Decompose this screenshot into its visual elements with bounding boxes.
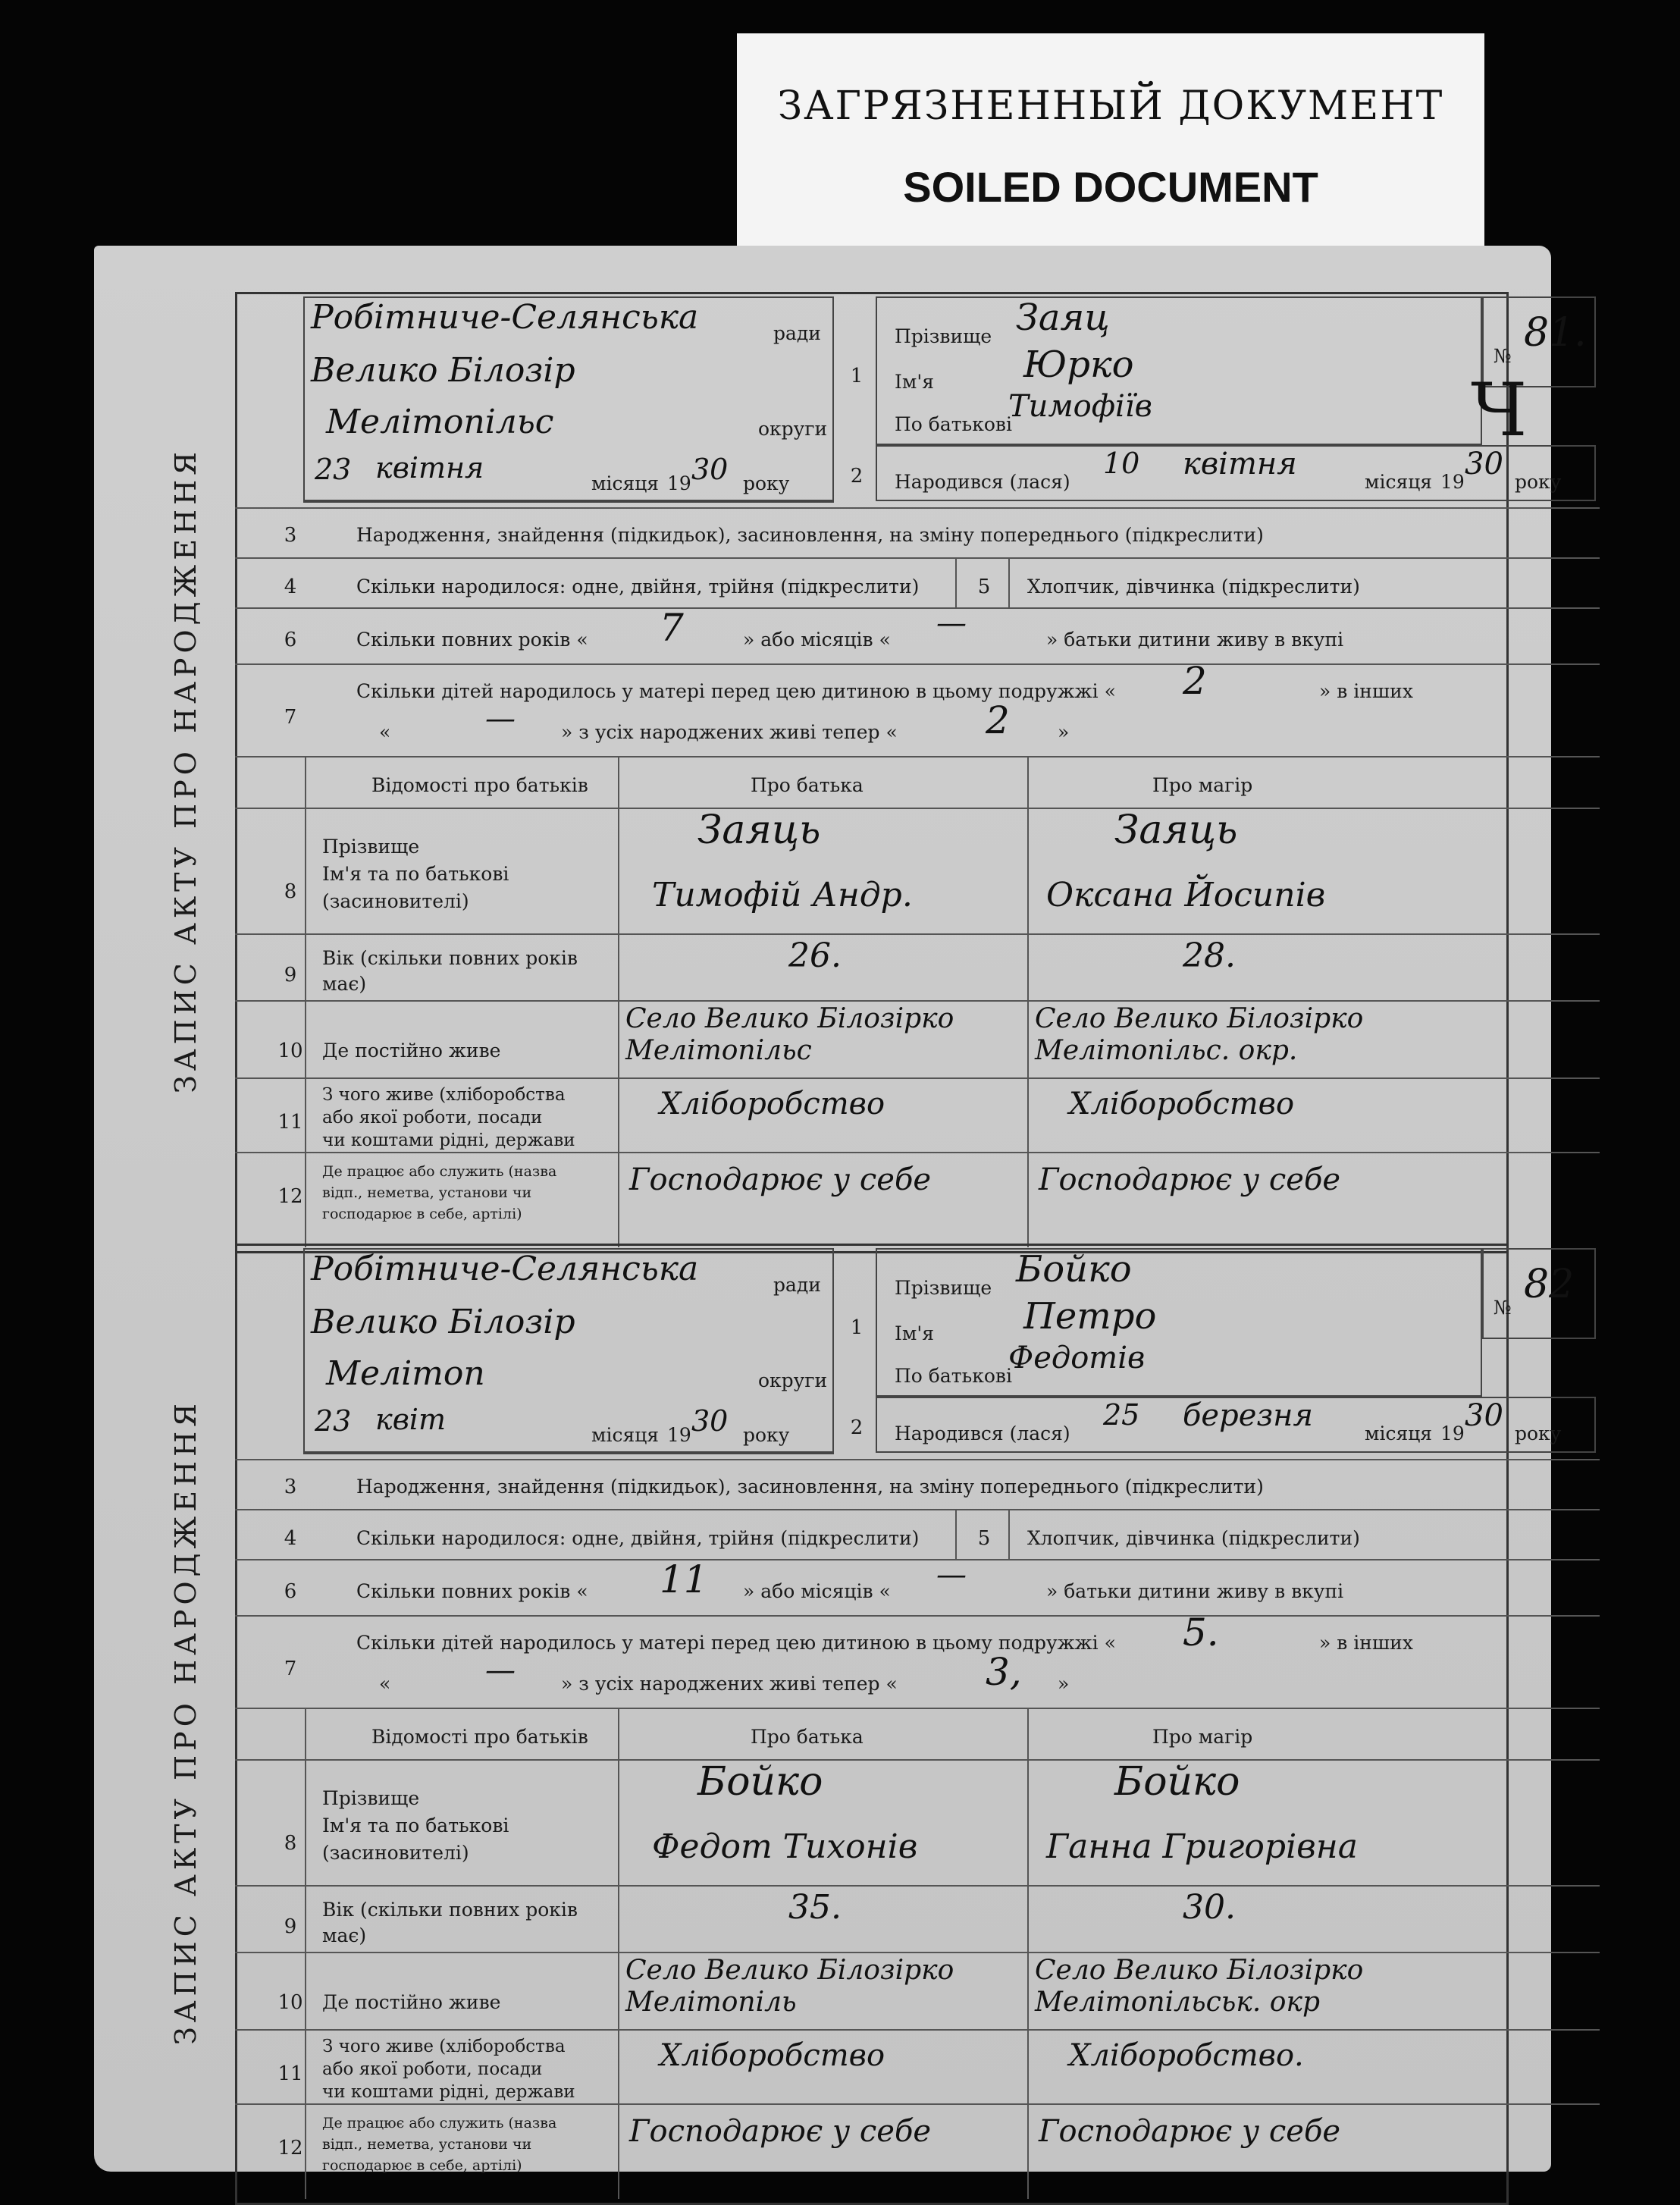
number-label: № — [1494, 345, 1512, 367]
r11-label: З чого живе (хліборобства або якої роботи, посади чи коштами рідні, держави — [322, 2037, 575, 2102]
r10-label: Де постійно живе — [322, 1991, 501, 2013]
father-name: Федот Тихонів — [652, 1827, 918, 1866]
row5-text: Хлопчик, дівчинка (підкреслити) — [1027, 1527, 1360, 1549]
birth-year-label: року — [1515, 471, 1562, 493]
child-patronymic: Тимофіїв — [1008, 389, 1152, 424]
divider — [955, 1509, 957, 1559]
reg-month: квітня — [375, 451, 484, 485]
birth-month-label: місяця — [1365, 471, 1433, 493]
okruha-value: Мелітопільс — [326, 403, 554, 441]
birth-day: 25 — [1103, 1398, 1140, 1432]
months-together: — — [936, 606, 967, 641]
reg-month: квіт — [375, 1403, 446, 1436]
row-num-4: 4 — [284, 576, 297, 598]
divider — [235, 756, 1600, 757]
father-age: 35. — [788, 1888, 842, 1927]
birth-month: квітня — [1183, 447, 1297, 481]
row-num-7: 7 — [284, 706, 297, 729]
soiled-document-label — [737, 33, 1484, 250]
rayon-value: Велико Білозір — [311, 351, 575, 390]
children-alive: 3, — [986, 1650, 1022, 1694]
year-label: року — [743, 472, 790, 494]
born-label: Народився (лася) — [895, 471, 1070, 493]
record-number: 82 — [1524, 1262, 1575, 1307]
child-surname: Бойко — [1016, 1248, 1132, 1291]
father-name: Тимофій Андр. — [652, 876, 913, 914]
row-num-8: 8 — [284, 880, 297, 903]
divider — [235, 557, 1600, 559]
row-num-1: 1 — [850, 1316, 864, 1339]
father-surname: Заяць — [697, 808, 821, 853]
row7-b: » в інших — [1319, 1632, 1413, 1654]
divider — [235, 1759, 1600, 1761]
month-label: місяця — [591, 1424, 660, 1446]
father-work: Господарює у себе — [629, 2114, 932, 2149]
row7-b: » в інших — [1319, 680, 1413, 702]
row6-a: Скільки повних років « — [356, 629, 588, 651]
children-before: 5. — [1183, 1611, 1219, 1655]
reg-year: 30 — [691, 453, 729, 486]
divider — [1027, 756, 1029, 1247]
record-side-title: ЗАПИС АКТУ ПРО НАРОДЖЕННЯ — [169, 1399, 202, 2045]
divider — [235, 507, 1600, 509]
r8-label: Прізвище Ім'я та по батькові (засиновителі) — [322, 1787, 509, 1864]
row7-a: Скільки дітей народилось у матері перед цею дитиною в цьому подружжі « — [356, 1632, 1116, 1654]
child-name: Петро — [1023, 1295, 1157, 1338]
row4-text: Скільки народилося: одне, двійня, трійня (підкреслити) — [356, 576, 920, 598]
row-num-5: 5 — [977, 1527, 991, 1550]
row-num-1: 1 — [850, 365, 864, 387]
month-label: місяця — [591, 472, 660, 494]
birth-year-prefix: 19 — [1440, 1422, 1465, 1444]
divider — [955, 557, 957, 607]
divider — [1008, 1509, 1010, 1559]
birth-record — [136, 1244, 1575, 2200]
divider — [235, 1885, 1600, 1887]
divider — [1008, 557, 1010, 607]
row-num-3: 3 — [284, 1476, 297, 1498]
record-side-title: ЗАПИС АКТУ ПРО НАРОДЖЕННЯ — [169, 447, 202, 1093]
divider — [235, 1077, 1600, 1079]
child-surname: Заяц — [1016, 296, 1110, 339]
row6-c: » батьки дитини живу в вкупі — [1046, 1580, 1344, 1602]
mother-name: Ганна Григорівна — [1046, 1827, 1358, 1866]
father-age: 26. — [788, 936, 842, 975]
row7-c: « — [379, 1673, 391, 1695]
row5-text: Хлопчик, дівчинка (підкреслити) — [1027, 576, 1360, 598]
col-mother: Про магір — [1152, 1726, 1253, 1748]
mother-occupation: Хліборобство. — [1069, 2038, 1304, 2073]
years-together: 11 — [660, 1557, 708, 1601]
r12-label: Де працює або служить (назва відп., неметва, установи чи господарює в себе, артілі) — [322, 2115, 557, 2174]
years-together: 7 — [660, 606, 684, 650]
divider — [303, 1453, 834, 1454]
year-label: року — [743, 1424, 790, 1446]
row7-d: » з усіх народжених живі тепер « — [561, 721, 898, 743]
divider — [235, 2103, 1600, 2105]
row3-text: Народження, знайдення (підкидьок), засиновлення, на зміну попереднього (підкреслити) — [356, 1476, 1264, 1498]
divider — [235, 1615, 1600, 1617]
row-num-2: 2 — [850, 1416, 864, 1439]
divider — [235, 1152, 1600, 1153]
mother-work: Господарює у себе — [1039, 1162, 1341, 1197]
rada-label: ради — [773, 322, 821, 344]
row7-d: » з усіх народжених живі тепер « — [561, 1673, 898, 1695]
children-before: 2 — [1183, 659, 1207, 703]
number-label: № — [1494, 1297, 1512, 1319]
year-prefix: 19 — [667, 472, 691, 494]
rayon-value: Велико Білозір — [311, 1303, 575, 1341]
row6-c: » батьки дитини живу в вкупі — [1046, 629, 1344, 651]
row6-a: Скільки повних років « — [356, 1580, 588, 1602]
divider — [235, 933, 1600, 935]
children-other: — — [485, 701, 516, 736]
row-num-2: 2 — [850, 465, 864, 488]
rada-value: Робітниче-Селянська — [311, 1250, 699, 1288]
birth-year: 30 — [1465, 447, 1503, 481]
r12-label: Де працює або служить (назва відп., неметва, установи чи господарює в себе, артілі) — [322, 1163, 557, 1222]
birth-day: 10 — [1103, 447, 1140, 480]
record-side-strip — [136, 1244, 237, 2200]
row4-text: Скільки народилося: одне, двійня, трійня (підкреслити) — [356, 1527, 920, 1549]
row-num-9: 9 — [284, 964, 297, 986]
row7-e: » — [1058, 721, 1070, 743]
col-head: Відомості про батьків — [371, 774, 588, 796]
divider — [235, 808, 1600, 809]
father-occupation: Хліборобство — [660, 1087, 885, 1121]
divider — [235, 1952, 1600, 1953]
r10-label: Де постійно живе — [322, 1040, 501, 1062]
name-label: Ім'я — [895, 371, 934, 393]
father-surname: Бойко — [697, 1759, 823, 1805]
row-num-9: 9 — [284, 1915, 297, 1938]
r8-label: Прізвище Ім'я та по батькові (засиновителі) — [322, 836, 509, 912]
divider — [235, 1559, 1600, 1560]
birth-year-prefix: 19 — [1440, 471, 1465, 493]
mother-residence: Село Велико Білозірко Мелітопільськ. окр — [1035, 1955, 1364, 2018]
name-label: Ім'я — [895, 1322, 934, 1344]
mother-residence: Село Велико Білозірко Мелітопільс. окр. — [1035, 1003, 1364, 1066]
children-other: — — [485, 1653, 516, 1688]
row-num-6: 6 — [284, 1580, 297, 1603]
mother-occupation: Хліборобство — [1069, 1087, 1295, 1121]
okruha-value: Мелітоп — [326, 1354, 485, 1393]
father-occupation: Хліборобство — [660, 2038, 885, 2073]
year-prefix: 19 — [667, 1424, 691, 1446]
birth-year-label: року — [1515, 1422, 1562, 1444]
row6-b: » або місяців « — [743, 1580, 891, 1602]
birth-year: 30 — [1465, 1398, 1503, 1433]
mother-age: 28. — [1183, 936, 1236, 975]
reg-year: 30 — [691, 1404, 729, 1438]
col-father: Про батька — [751, 1726, 864, 1748]
label-en: SOILED DOCUMENT — [903, 163, 1318, 211]
record-mark: Ч — [1471, 368, 1528, 453]
row3-text: Народження, знайдення (підкидьок), засиновлення, на зміну попереднього (підкреслити) — [356, 524, 1264, 546]
row-num-5: 5 — [977, 576, 991, 598]
divider — [303, 501, 834, 503]
okruha-label: округи — [758, 418, 828, 440]
col-mother: Про магір — [1152, 774, 1253, 796]
mother-age: 30. — [1183, 1888, 1236, 1927]
record-number: 81. — [1524, 310, 1587, 356]
divider — [305, 756, 306, 1247]
r9-label: Вік (скільки повних років має) — [322, 947, 578, 995]
months-together: — — [936, 1557, 967, 1592]
divider — [235, 1000, 1600, 1002]
mother-surname: Заяць — [1114, 808, 1238, 853]
father-residence: Село Велико Білозірко Мелітопіль — [625, 1955, 954, 2018]
record-side-strip — [136, 292, 237, 1249]
row-num-11: 11 — [277, 2062, 303, 2085]
row-num-8: 8 — [284, 1832, 297, 1855]
row-num-10: 10 — [277, 1991, 303, 2014]
reg-day: 23 — [315, 453, 352, 486]
divider — [235, 1459, 1600, 1460]
divider — [618, 1708, 619, 2199]
mother-work: Господарює у себе — [1039, 2114, 1341, 2149]
patronymic-label: По батькові — [895, 1365, 1012, 1387]
row-num-12: 12 — [277, 1185, 303, 1208]
birth-month-label: місяця — [1365, 1422, 1433, 1444]
father-work: Господарює у себе — [629, 1162, 932, 1197]
birth-month: березня — [1183, 1398, 1314, 1433]
child-name: Юрко — [1023, 343, 1134, 386]
reg-day: 23 — [315, 1404, 352, 1438]
divider — [1027, 1708, 1029, 2199]
row-num-4: 4 — [284, 1527, 297, 1550]
row7-c: « — [379, 721, 391, 743]
father-residence: Село Велико Білозірко Мелітопільс — [625, 1003, 954, 1066]
divider — [235, 1509, 1600, 1510]
row-num-3: 3 — [284, 524, 297, 547]
row-num-12: 12 — [277, 2137, 303, 2160]
divider — [235, 607, 1600, 609]
row-num-11: 11 — [277, 1111, 303, 1134]
divider — [618, 756, 619, 1247]
col-head: Відомості про батьків — [371, 1726, 588, 1748]
row-num-7: 7 — [284, 1658, 297, 1680]
okruha-label: округи — [758, 1369, 828, 1391]
row7-e: » — [1058, 1673, 1070, 1695]
divider — [235, 1708, 1600, 1709]
child-patronymic: Федотів — [1008, 1341, 1146, 1375]
mother-name: Оксана Йосипів — [1046, 876, 1326, 914]
born-label: Народився (лася) — [895, 1422, 1070, 1444]
label-ru: ЗАГРЯЗНЕННЫЙ ДОКУМЕНТ — [777, 83, 1444, 129]
children-alive: 2 — [986, 698, 1010, 742]
divider — [305, 1708, 306, 2199]
rada-value: Робітниче-Селянська — [311, 298, 699, 337]
rada-label: ради — [773, 1274, 821, 1296]
col-father: Про батька — [751, 774, 864, 796]
birth-record — [136, 292, 1587, 1249]
r9-label: Вік (скільки повних років має) — [322, 1899, 578, 1946]
surname-label: Прізвище — [895, 1277, 992, 1299]
row-num-6: 6 — [284, 629, 297, 651]
row7-a: Скільки дітей народилось у матері перед цею дитиною в цьому подружжі « — [356, 680, 1116, 702]
divider — [235, 2029, 1600, 2031]
patronymic-label: По батькові — [895, 413, 1012, 435]
mother-surname: Бойко — [1114, 1759, 1240, 1805]
row6-b: » або місяців « — [743, 629, 891, 651]
row-num-10: 10 — [277, 1040, 303, 1062]
r11-label: З чого живе (хліборобства або якої роботи, посади чи коштами рідні, держави — [322, 1085, 575, 1150]
surname-label: Прізвище — [895, 325, 992, 347]
divider — [235, 663, 1600, 665]
